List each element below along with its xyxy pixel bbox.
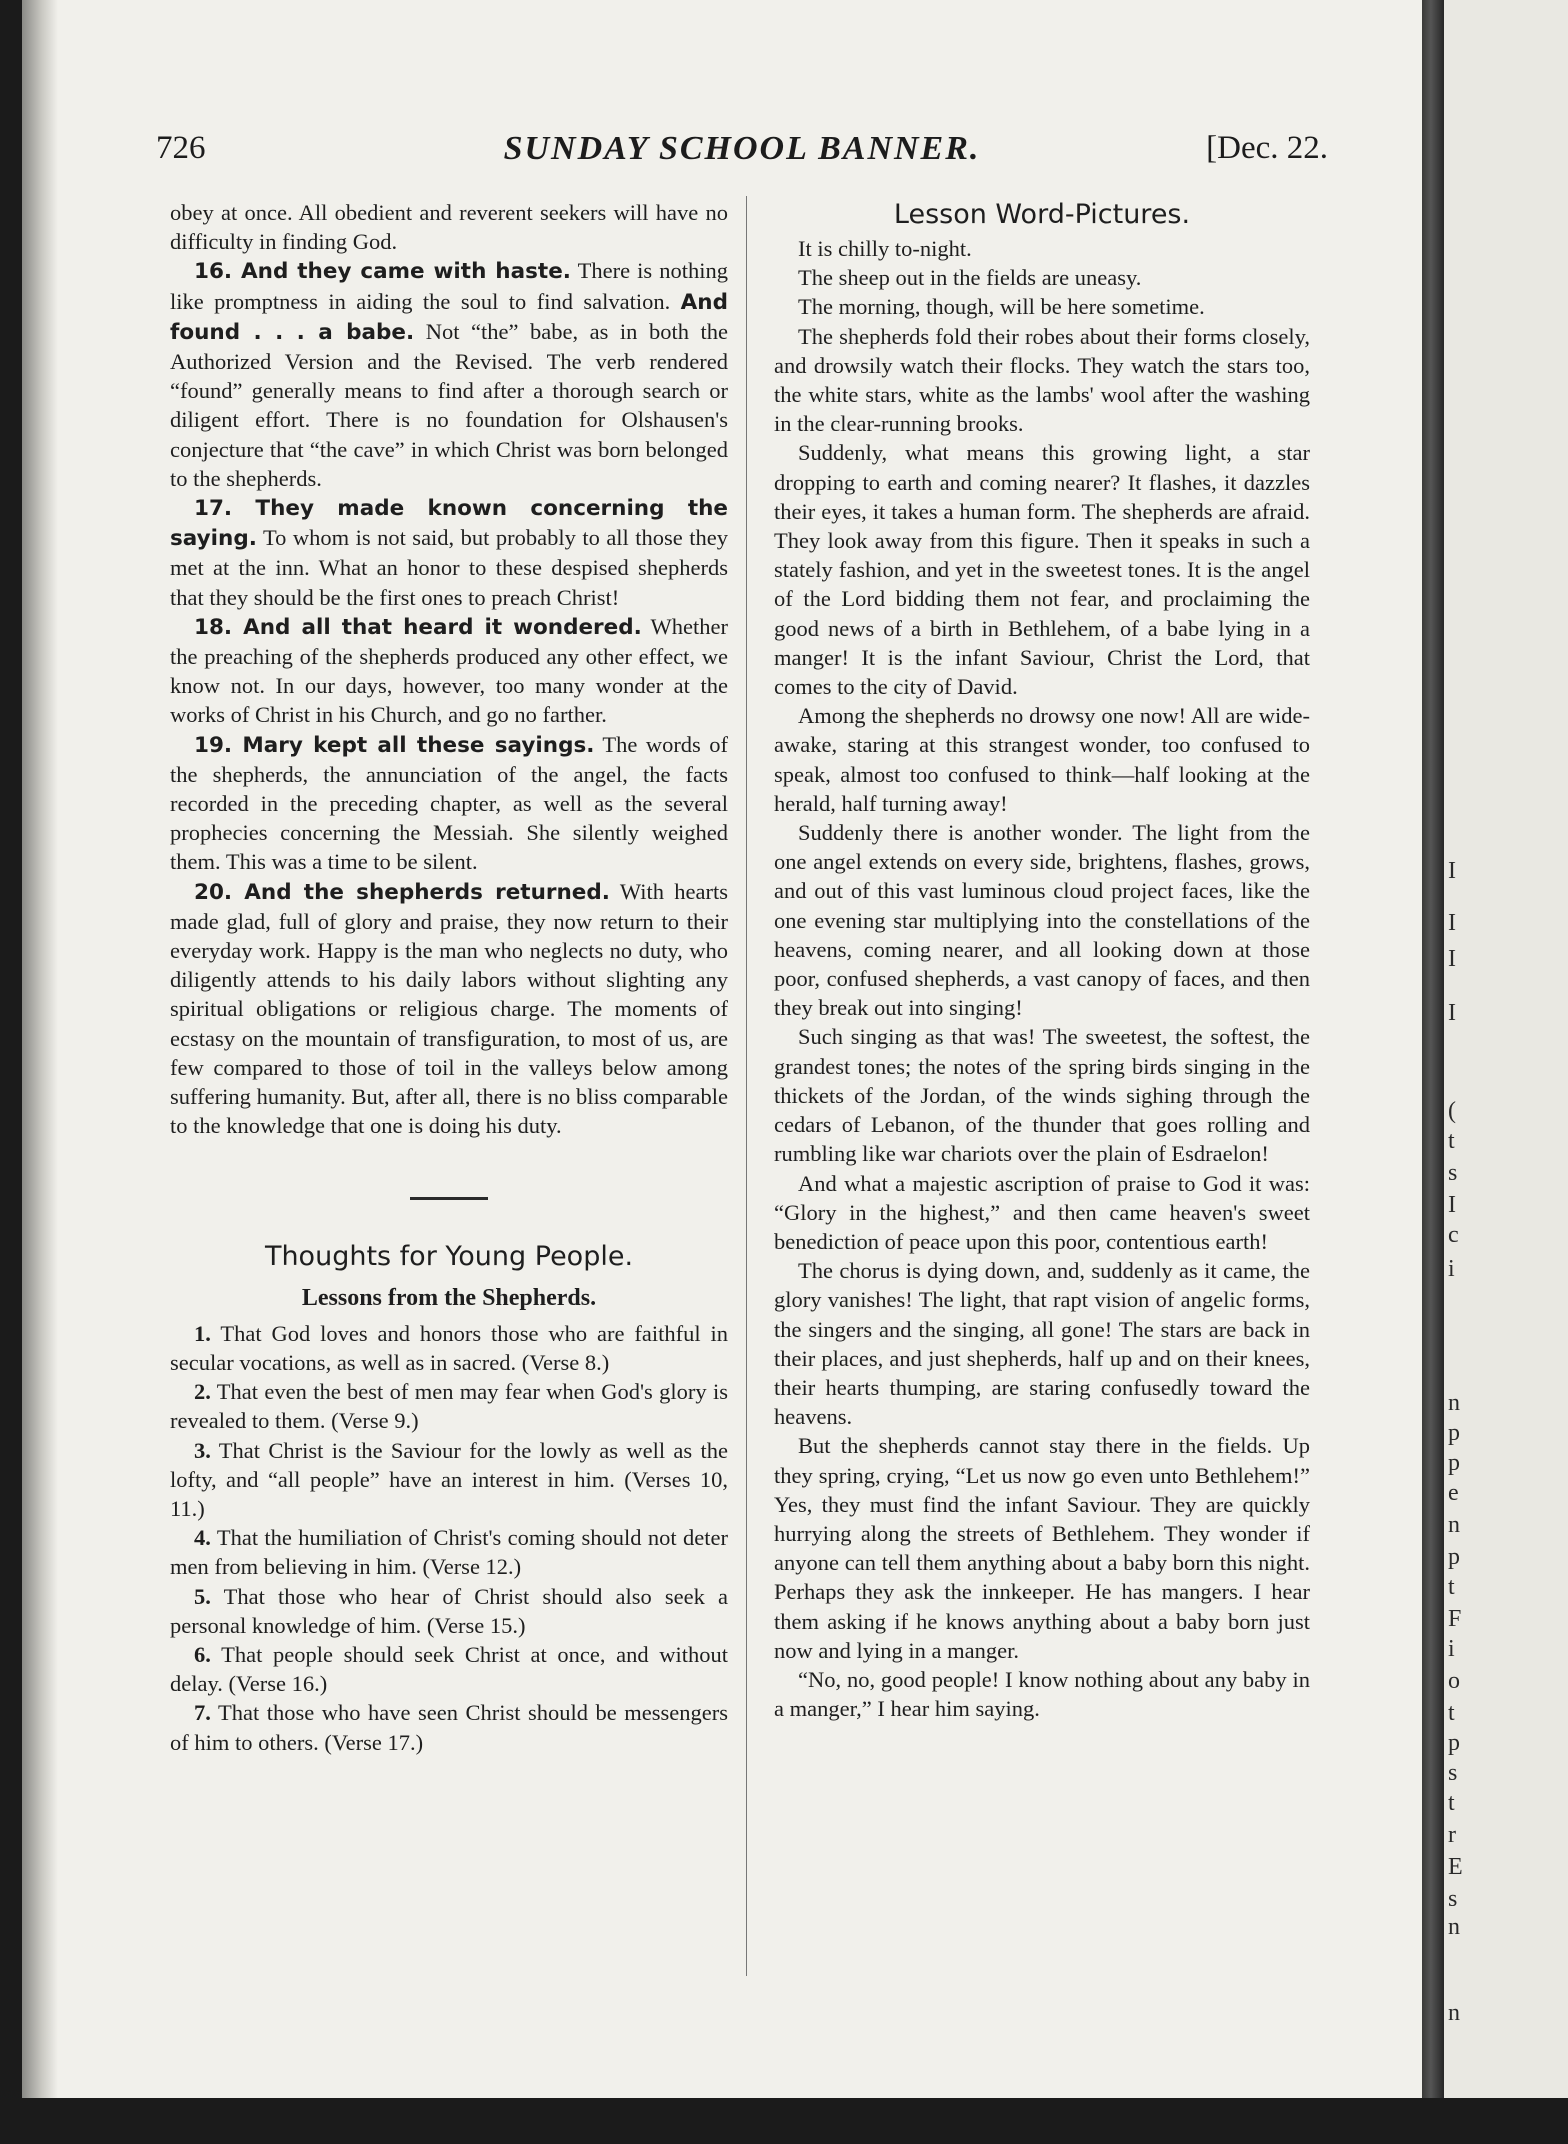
note-lead-secondary: And found . . . a babe.	[170, 289, 728, 345]
paragraph: The shepherds fold their robes about their forms closely, and drowsily watch their flocks. They watch the stars too, the white stars, white as the lambs' wool after the washing in the clear-running brooks.	[774, 323, 1310, 437]
section-divider	[410, 1197, 488, 1200]
note-17	[170, 493, 728, 612]
lesson-item	[170, 1698, 728, 1756]
facing-page-letter: e	[1448, 1480, 1459, 1506]
paragraph: Such singing as that was! The sweetest, the softest, the grandest tones; the notes of the spring birds singing in the thickets of the Jordan, of the winds sighing through the cedars of Lebanon, of the thunder that goes rolling and rumbling like war chariots over the plain of Esdraelon!	[774, 1024, 1310, 1167]
facing-page-letter: t	[1448, 1700, 1455, 1726]
note-19	[170, 730, 728, 877]
lesson-item	[170, 1319, 728, 1377]
lesson-text: That the humiliation of Christ's coming should not deter men from believing in him. (Verse 12.)	[170, 1525, 728, 1580]
paragraph: But the shepherds cannot stay there in the fields. Up they spring, crying, “Let us now go even unto Bethlehem!” Yes, they must find the infant Saviour. They are quickly hurrying along the streets of Bethlehem. They wonder if anyone can tell them anything about a baby born this night. Perhaps they ask the innkeeper. He has mangers. I hear them asking if he knows anything about a baby born just now and lying in a manger.	[774, 1433, 1310, 1663]
note-lead: 16. And they came with haste.	[194, 259, 571, 285]
lesson-number: 4.	[194, 1525, 211, 1551]
paragraph: Among the shepherds no drowsy one now! All are wide-awake, staring at this strangest wonder, too confused to speak, almost too confused to think—half looking at the herald, half turning away!	[774, 703, 1310, 816]
book-page	[22, 0, 1450, 2098]
paragraph: The chorus is dying down, and, suddenly as it came, the glory vanishes! The light, that rapt vision of angelic forms, the singers and the singing, all gone! The stars are back in their places, and just shepherds, half up and on their knees, their hearts thumping, are staring confusedly toward the heavens.	[774, 1258, 1310, 1430]
lesson-item	[170, 1523, 728, 1581]
facing-page-letter: I	[1448, 1192, 1456, 1218]
note-text: With hearts made glad, full of glory and praise, they now return to their everyday work. Happy is the man who neglects no duty, who diligently attends to his daily labors without slighting any spiritual obligations or religious charge. The moments of ecstasy on the mountain of transfiguration, to most of us, are few compared to those of toil in the valleys below among suffering humanity. But, after all, there is no bliss comparable to the knowledge that one is doing his duty.	[170, 878, 729, 1139]
note-lead: 18. And all that heard it wondered.	[194, 614, 642, 640]
note-text-secondary: Not “the” babe, as in both the Authorized Version and the Revised. The verb rendered “found” generally means to find after a thorough search or diligent effort. There is no foundation for Olshausen's conjecture that “the cave” in which Christ was born belonged to the shepherds.	[170, 318, 728, 491]
section-title: Thoughts for Young People.	[264, 1240, 634, 1272]
right-column	[774, 198, 1310, 1723]
facing-page-letter: I	[1448, 858, 1456, 884]
lesson-number: 7.	[194, 1700, 211, 1726]
note-text: To whom is not said, but probably to all those they met at the inn. What an honor to these despised shepherds that they should be the first ones to preach Christ!	[170, 525, 728, 610]
facing-page-letter: i	[1448, 1636, 1455, 1662]
facing-page-letter: c	[1448, 1222, 1459, 1248]
note-lead: 19. Mary kept all these sayings.	[194, 732, 595, 758]
facing-page-letter: E	[1448, 1854, 1463, 1880]
scan-border	[0, 2098, 1568, 2144]
lesson-number: 3.	[194, 1437, 211, 1463]
facing-page-letter: p	[1448, 1544, 1460, 1570]
lesson-number: 2.	[194, 1379, 211, 1405]
lesson-item	[170, 1582, 728, 1640]
lesson-text: That Christ is the Saviour for the lowly as well as the lofty, and “all people” have an interest in him. (Verses 10, 11.)	[170, 1437, 728, 1521]
note-lead: 17. They made known concerning the saying.	[170, 496, 728, 552]
facing-page-letter: s	[1448, 1760, 1458, 1786]
facing-page-letter: I	[1448, 910, 1456, 936]
paragraph: The sheep out in the fields are uneasy.	[798, 265, 1142, 291]
facing-page-letter: i	[1448, 1256, 1455, 1282]
facing-page-letter: s	[1448, 1160, 1458, 1186]
facing-page-letter: n	[1448, 1390, 1460, 1416]
paragraph: The morning, though, will be here sometime.	[798, 294, 1205, 320]
lesson-item	[170, 1640, 728, 1698]
facing-page-letter: o	[1448, 1668, 1460, 1694]
paragraph: And what a majestic ascription of praise to God it was: “Glory in the highest,” and then came heaven's sweet benediction of peace upon this poor, contentious earth!	[774, 1170, 1310, 1254]
paragraph: Suddenly, what means this growing light, a star dropping to earth and coming nearer? It flashes, it dazzles their eyes, it takes a human form. The shepherds are afraid. They look away from this figure. Then it speaks in such a stately fashion, and yet in the sweetest tones. It is the angel of the Lord bidding them not fear, and proclaiming the good news of a birth in Bethlehem, of a babe lying in a manger! It is the infant Saviour, Christ the Lord, that comes to the city of David.	[774, 440, 1310, 700]
facing-page-letter: n	[1448, 2000, 1460, 2026]
lesson-text: That those who hear of Christ should also seek a personal knowledge of him. (Verse 15.)	[170, 1583, 728, 1638]
facing-page-letter: s	[1448, 1886, 1458, 1912]
column-divider	[746, 196, 747, 1976]
lesson-text: That those who have seen Christ should be messengers of him to others. (Verse 17.)	[170, 1700, 728, 1755]
lesson-text: That even the best of men may fear when God's glory is revealed to them. (Verse 9.)	[170, 1379, 728, 1434]
facing-page-letter: p	[1448, 1730, 1460, 1756]
masthead-title: SUNDAY SCHOOL BANNER.	[503, 130, 981, 167]
note-lead: 20. And the shepherds returned.	[194, 879, 610, 905]
facing-page-letter: r	[1448, 1822, 1456, 1848]
lesson-text: That God loves and honors those who are faithful in secular vocations, as well as in sacred. (Verse 8.)	[170, 1320, 728, 1375]
facing-page-letter: t	[1448, 1128, 1455, 1154]
lesson-text: That people should seek Christ at once, and without delay. (Verse 16.)	[170, 1641, 728, 1697]
facing-page-letter: I	[1448, 1000, 1456, 1026]
lesson-number: 1.	[194, 1320, 211, 1346]
facing-page-letter: I	[1448, 946, 1456, 972]
facing-page-letter: p	[1448, 1450, 1460, 1476]
note-18	[170, 612, 728, 730]
lesson-item	[170, 1377, 728, 1435]
facing-page-edge	[1444, 0, 1568, 2098]
section-subtitle: Lessons from the Shepherds.	[301, 1284, 597, 1311]
lesson-number: 6.	[194, 1641, 211, 1667]
lesson-item	[170, 1436, 728, 1524]
page-number: 726	[156, 130, 206, 166]
paragraph: Suddenly there is another wonder. The light from the one angel extends on every side, brightens, flashes, grows, and out of this vast luminous cloud project faces, like the one evening star multiplying into the constellations of the heavens, coming nearer, and all looking down at those poor, confused shepherds, a vast canopy of faces, and then they break out into singing!	[774, 820, 1310, 1021]
issue-date: [Dec. 22.	[1206, 130, 1328, 166]
book-gutter	[1422, 0, 1444, 2098]
facing-page-letter: t	[1448, 1574, 1455, 1600]
facing-page-letter: n	[1448, 1914, 1460, 1940]
note-text: There is nothing like promptness in aiding the soul to find salvation.	[170, 258, 728, 314]
facing-page-letter: n	[1448, 1512, 1460, 1538]
note-20	[170, 877, 728, 1141]
paragraph: It is chilly to-night.	[798, 236, 972, 261]
facing-page-letter: F	[1448, 1606, 1462, 1632]
lesson-number: 5.	[194, 1583, 211, 1609]
note-text: Whether the preaching of the shepherds produced any other effect, we know not. In our days, however, too many wonder at the works of Christ in his Church, and go no farther.	[170, 613, 728, 728]
word-pictures-title: Lesson Word-Pictures.	[893, 199, 1191, 230]
facing-page-letter: (	[1448, 1098, 1456, 1124]
facing-page-letter: p	[1448, 1420, 1460, 1446]
paragraph: “No, no, good people! I know nothing about any baby in a manger,” I hear him saying.	[774, 1666, 1310, 1722]
binding-shadow	[22, 0, 58, 2098]
page-header	[156, 130, 1328, 176]
note-16	[170, 256, 728, 493]
note-text: The words of the shepherds, the annunciation of the angel, the facts recorded in the preceding chapter, as well as the several prophecies concerning the Messiah. She silently weighed them. This was a time to be silent.	[170, 731, 728, 875]
left-column	[170, 198, 728, 1757]
facing-page-letter: t	[1448, 1790, 1455, 1816]
opening-paragraph: obey at once. All obedient and reverent seekers will have no difficulty in finding God.	[170, 200, 728, 255]
